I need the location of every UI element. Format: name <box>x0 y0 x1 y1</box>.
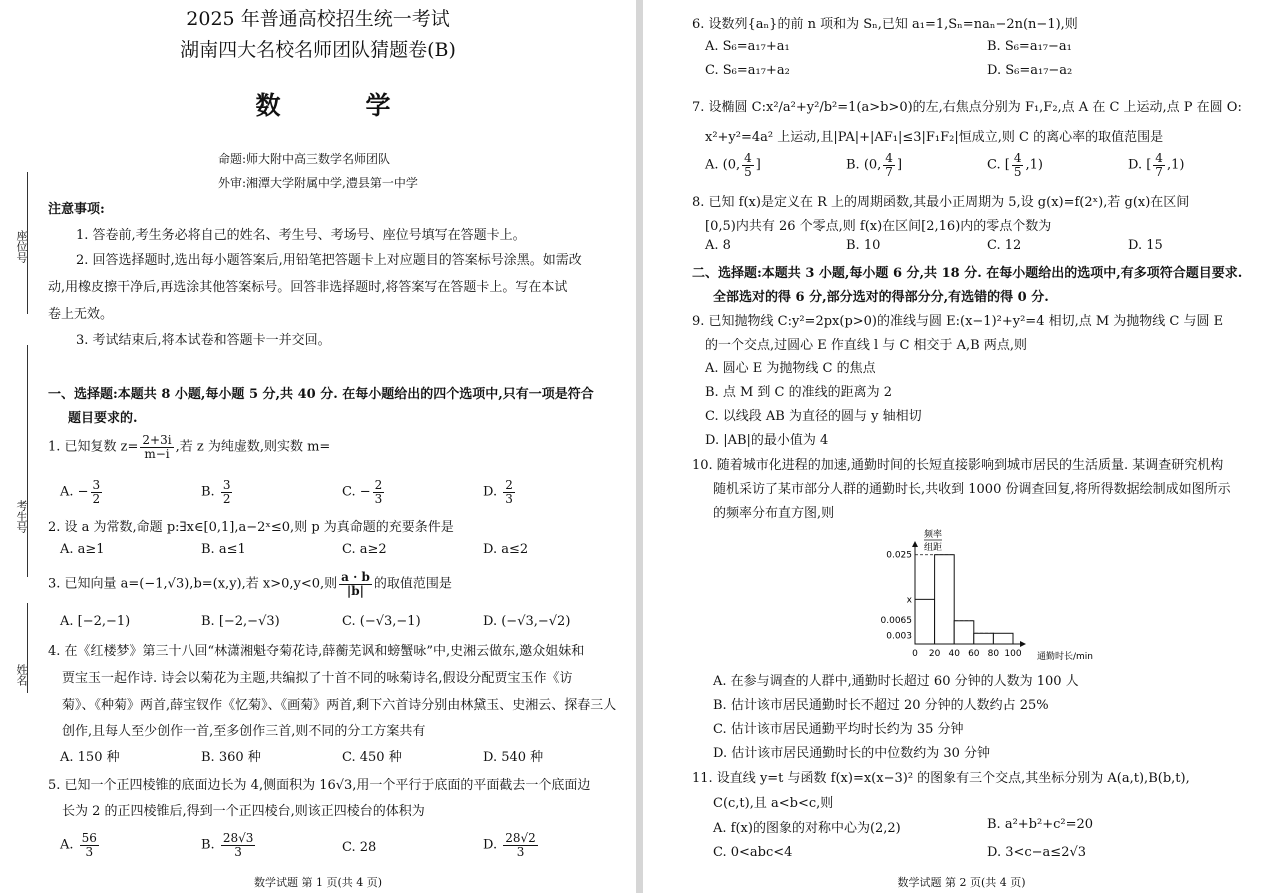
x-axis-label: 通勤时长/min <box>1037 652 1094 662</box>
exam-page-1 <box>0 0 636 893</box>
notice-title: 注意事项: <box>48 202 105 217</box>
y-tick-label: 0.003 <box>886 631 912 642</box>
fraction: $\frac{a \cdot b}{|b|}$ <box>341 570 370 598</box>
page-footer: 数学试题 第 1 页(共 4 页) <box>253 876 383 889</box>
question-5-option-d: D. $\frac{28√2}{3}$ <box>483 831 536 859</box>
question-9-option-b: B. 点 M 到 C 的准线的距离为 2 <box>705 385 893 400</box>
question-10-option-b: B. 估计该市居民通勤时长不超过 20 分钟的人数约占 25% <box>713 698 1049 713</box>
question-9-option-c: C. 以线段 AB 为直径的圆与 y 轴相切 <box>705 409 922 424</box>
question-1-option-c: C. − $\frac{2}{3}$ <box>342 478 383 506</box>
question-6-option-c: C. S₆=a₁₇+a₂ <box>705 63 790 78</box>
histogram-bar <box>935 555 955 644</box>
exam-number-line <box>27 345 28 577</box>
section1-heading: 一、选择题:本题共 8 小题,每小题 5 分,共 40 分. 在每小题给出的四个选项中,只有一项是符合 <box>48 387 594 402</box>
exam-page-2 <box>643 0 1280 893</box>
y-axis-label-numerator: 频率 <box>923 530 943 540</box>
question-6-option-b: B. S₆=a₁₇−a₁ <box>987 39 1072 54</box>
fraction: $\frac{3}{2}$ <box>92 478 101 506</box>
reviewer-line: 外审:湘潭大学附属中学,澧县第一中学 <box>218 176 418 190</box>
question-7-option-d: D. [ $\frac{4}{7}$ ,1) <box>1128 151 1185 179</box>
question-10-option-d: D. 估计该市居民通勤时长的中位数约为 30 分钟 <box>713 746 991 761</box>
question-7-option-b: B. (0, $\frac{4}{7}$ ] <box>846 151 903 179</box>
notice-item: 3. 考试结束后,将本试卷和答题卡一并交回。 <box>76 333 331 348</box>
question-5-stem: 5. 已知一个正四棱锥的底面边长为 4,侧面积为 16√3,用一个平行于底面的平面截去一个底面边 <box>48 778 591 793</box>
fraction: $\frac{28√3}{3}$ <box>222 831 254 859</box>
question-8-option-b: B. 10 <box>846 238 881 253</box>
question-4-stem: 菊》、《种菊》两首,薛宝钗作《忆菊》、《画菊》两首,剩下六首诗分别由林黛玉、史湘云、探春三人 <box>62 698 617 713</box>
author-line: 命题:师大附中高三数学名师团队 <box>218 152 391 166</box>
question-7-stem: 7. 设椭圆 C:x²/a²+y²/b²=1(a>b>0)的左,右焦点分别为 F₁,F₂,点 A 在 C 上运动,点 P 在圆 O: <box>692 100 1242 115</box>
y-tick-label: x <box>906 595 912 606</box>
notice-item: 2. 回答选择题时,选出每小题答案后,用铅笔把答题卡上对应题目的答案标号涂黑。如需改 <box>76 253 582 268</box>
name-label: 姓名 <box>15 664 28 686</box>
question-4-option-a: A. 150 种 <box>60 750 120 765</box>
question-3-option-d: D. (−√3,−√2) <box>483 614 571 629</box>
histogram-bar <box>974 633 994 644</box>
y-axis-label-denominator: 组距 <box>923 543 943 553</box>
question-1-stem: 1. 已知复数 z= $\frac{2+3i}{m-i}$ ,若 z 为纯虚数,则实数 m= <box>48 433 331 461</box>
question-5-stem: 长为 2 的正四棱锥后,得到一个正四棱台,则该正四棱台的体积为 <box>62 804 425 819</box>
question-2-option-a: A. a≥1 <box>60 542 105 557</box>
question-4-option-d: D. 540 种 <box>483 750 544 765</box>
subject-title: 数 学 <box>255 91 421 120</box>
fraction: $\frac{2}{3}$ <box>505 478 513 506</box>
question-6-option-d: D. S₆=a₁₇−a₂ <box>987 63 1073 78</box>
question-8-stem: 8. 已知 f(x)是定义在 R 上的周期函数,其最小正周期为 5,设 g(x)=f(2ˣ),若 g(x)在区间 <box>692 195 1190 210</box>
question-8-option-d: D. 15 <box>1128 238 1163 253</box>
fraction: $\frac{2+3i}{m-i}$ <box>142 433 172 461</box>
section1-heading-cont: 题目要求的. <box>68 411 138 426</box>
fraction: $\frac{4}{5}$ <box>1013 151 1022 179</box>
question-1-option-a: A. − $\frac{3}{2}$ <box>60 478 101 506</box>
fraction: $\frac{4}{7}$ <box>1155 151 1163 179</box>
question-11-stem: C(c,t),且 a<b<c,则 <box>713 796 834 811</box>
question-5-option-b: B. $\frac{28√3}{3}$ <box>201 831 254 859</box>
notice-item: 卷上无效。 <box>48 307 114 322</box>
question-3-stem: 3. 已知向量 a=(−1,√3),b=(x,y),若 x>0,y<0,则 $\frac{a \cdot b}{|b|}$ 的取值范围是 <box>48 570 452 598</box>
question-11-option-b: B. a²+b²+c²=20 <box>987 817 1094 832</box>
question-4-stem: 贾宝玉一起作诗. 诗会以菊花为主题,共编拟了十首不同的咏菊诗名,假设分配贾宝玉作《访 <box>62 671 573 686</box>
fraction: $\frac{4}{5}$ <box>744 151 752 179</box>
y-tick-label: 0.025 <box>886 550 912 561</box>
question-7-option-a: A. (0, $\frac{4}{5}$ ] <box>705 151 761 179</box>
fraction: $\frac{28√2}{3}$ <box>505 831 536 859</box>
histogram-bar <box>993 633 1013 644</box>
question-3-option-c: C. (−√3,−1) <box>342 614 421 629</box>
question-10-stem: 10. 随着城市化进程的加速,通勤时间的长短直接影响到城市居民的生活质量. 某调查研究机构 <box>692 458 1224 473</box>
question-4-option-b: B. 360 种 <box>201 750 261 765</box>
x-tick-label: 20 <box>928 649 941 659</box>
section2-heading: 二、选择题:本题共 3 小题,每小题 6 分,共 18 分. 在每小题给出的选项中,有多项符合题目要求. <box>692 266 1243 281</box>
histogram-bars <box>915 555 1013 644</box>
question-8-stem: [0,5)内共有 26 个零点,则 f(x)在区间[2,16)内的零点个数为 <box>705 219 1052 234</box>
question-10-stem: 的频率分布直方图,则 <box>713 506 835 521</box>
page-gutter <box>636 0 643 893</box>
question-3-option-a: A. [−2,−1) <box>60 614 131 629</box>
notice-item: 动,用橡皮擦干净后,再选涂其他答案标号。回答非选择题时,将答案写在答题卡上。写在本试 <box>48 280 568 295</box>
question-8-option-a: A. 8 <box>705 238 731 253</box>
x-tick-label: 40 <box>948 649 960 659</box>
question-6-option-a: A. S₆=a₁₇+a₁ <box>705 39 790 54</box>
question-11-option-d: D. 3<c−a≤2√3 <box>987 845 1087 860</box>
question-10-option-a: A. 在参与调查的人群中,通勤时长超过 60 分钟的人数为 100 人 <box>713 674 1079 689</box>
question-2-option-c: C. a≥2 <box>342 542 387 557</box>
seat-number-label: 座位号 <box>15 230 28 263</box>
y-tick-label: 0.0065 <box>880 615 912 626</box>
question-1-option-b: B. $\frac{3}{2}$ <box>201 478 231 506</box>
fraction: $\frac{4}{7}$ <box>885 151 893 179</box>
question-10-option-c: C. 估计该市居民通勤平均时长约为 35 分钟 <box>713 722 964 737</box>
x-tick-label: 60 <box>968 649 980 659</box>
question-7-option-c: C. [ $\frac{4}{5}$ ,1) <box>987 151 1043 179</box>
histogram-bar <box>915 599 935 644</box>
question-11-stem: 11. 设直线 y=t 与函数 f(x)=x(x−3)² 的图象有三个交点,其坐标分别为 A(a,t),B(b,t), <box>692 771 1190 786</box>
fraction: $\frac{2}{3}$ <box>374 478 383 506</box>
question-3-option-b: B. [−2,−√3) <box>201 614 280 629</box>
frequency-histogram <box>865 528 1095 666</box>
notice-item: 1. 答卷前,考生务必将自己的姓名、考生号、考场号、座位号填写在答题卡上。 <box>76 228 526 243</box>
exam-title-line2: 湖南四大名校名师团队猜题卷(B) <box>180 39 456 61</box>
question-4-option-c: C. 450 种 <box>342 750 402 765</box>
section2-heading-cont: 全部选对的得 6 分,部分选对的得部分分,有选错的得 0 分. <box>713 290 1049 305</box>
question-9-stem: 9. 已知抛物线 C:y²=2px(p>0)的准线与圆 E:(x−1)²+y²=4 相切,点 M 为抛物线 C 与圆 E <box>692 314 1224 329</box>
exam-title-line1: 2025 年普通高校招生统一考试 <box>186 8 450 30</box>
fraction: $\frac{56}{3}$ <box>81 831 97 859</box>
question-7-stem: x²+y²=4a² 上运动,且|PA|+|AF₁|≤3|F₁F₂|恒成立,则 C 的离心率的取值范围是 <box>705 130 1164 145</box>
x-tick-label: 100 <box>1004 649 1022 659</box>
question-6-stem: 6. 设数列{aₙ}的前 n 项和为 Sₙ,已知 a₁=1,Sₙ=naₙ−2n(n−1),则 <box>692 17 1078 32</box>
question-8-option-c: C. 12 <box>987 238 1022 253</box>
histogram-bar <box>954 621 974 644</box>
question-2-option-b: B. a≤1 <box>201 542 246 557</box>
question-2-stem: 2. 设 a 为常数,命题 p:∃x∈[0,1],a−2ˣ≤0,则 p 为真命题的充要条件是 <box>48 520 454 535</box>
question-11-option-a: A. f(x)的图象的对称中心为(2,2) <box>713 821 901 836</box>
question-2-option-d: D. a≤2 <box>483 542 529 557</box>
question-4-stem: 创作,且每人至少创作一首,至多创作三首,则不同的分工方案共有 <box>62 724 426 739</box>
question-4-stem: 4. 在《红楼梦》第三十八回“林潇湘魁夺菊花诗,薛蘅芜讽和螃蟹咏”中,史湘云做东,邀众姐妹和 <box>48 644 585 659</box>
question-10-stem: 随机采访了某市部分人群的通勤时长,共收到 1000 份调查回复,将所得数据绘制成如图所示 <box>713 482 1231 497</box>
question-5-option-a: A. $\frac{56}{3}$ <box>60 831 97 859</box>
question-9-stem: 的一个交点,过圆心 E 作直线 l 与 C 相交于 A,B 两点,则 <box>705 338 1027 353</box>
fraction: $\frac{3}{2}$ <box>222 478 231 506</box>
question-11-option-c: C. 0<abc<4 <box>713 845 793 860</box>
question-1-option-d: D. $\frac{2}{3}$ <box>483 478 513 506</box>
x-origin-label: 0 <box>912 649 918 659</box>
exam-number-label: 考生号 <box>15 500 28 533</box>
question-9-option-d: D. |AB|的最小值为 4 <box>705 433 829 448</box>
x-tick-label: 80 <box>987 649 1000 659</box>
question-9-option-a: A. 圆心 E 为抛物线 C 的焦点 <box>705 361 876 376</box>
page-footer: 数学试题 第 2 页(共 4 页) <box>897 876 1026 889</box>
question-5-option-c: C. 28 <box>342 840 377 855</box>
